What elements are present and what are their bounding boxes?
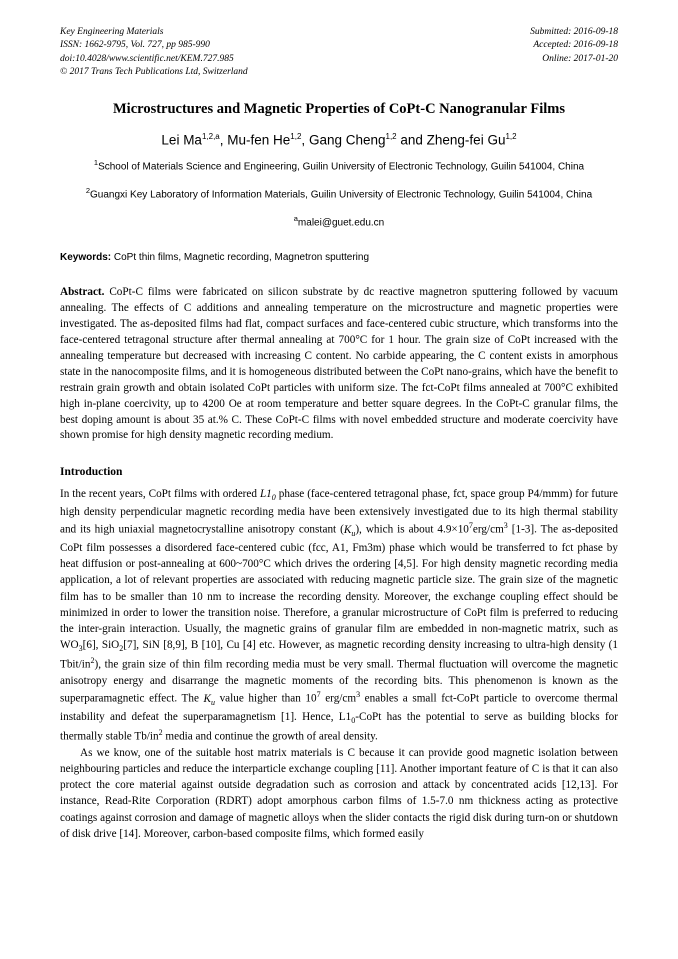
abstract-paragraph	[60, 285, 618, 444]
intro-paragraph-1	[60, 486, 618, 744]
text-run: 3	[78, 644, 83, 654]
affiliation-marker: 1	[93, 158, 99, 168]
header-journal-info	[60, 26, 248, 80]
section-heading-introduction: Introduction	[60, 466, 123, 479]
text-run: 3	[356, 690, 361, 700]
journal-doi: doi:10.4028/www.scientific.net/KEM.727.985	[60, 53, 234, 64]
text-run: enables a small fct-CoPt particle to overcome thermal instability and defeat the superparamagnetism [1]. Hence, L1	[60, 693, 618, 723]
text-run: In the recent years, CoPt films with ordered	[60, 488, 260, 501]
text-run: 3	[503, 521, 508, 531]
text-run: ), the grain size of thin film recording media must be very small. Thermal fluctuation will overcome the magnetic anisotropy energy and disarrange the magnetic moments of the recording bits. This phenomenon is known as the superparamagnetic effect. The	[60, 658, 618, 706]
text-run: media and continue the growth of areal density.	[162, 730, 378, 743]
abstract-text: CoPt-C films were fabricated on silicon substrate by dc reactive magnetron sputtering followed by vacuum annealing. The effects of C additions and annealing temperature on the microstructure and magnetic properties were investigated. The as-deposited films had flat, compact surfaces and face-centered cubic structure, which transforms into the face-centered tetragonal structure after thermal annealing at 700°C for 1 hour. The grain size of CoPt increased with the annealing temperature but decreased with increasing C content. No carbide appearing, the C content exists in amorphous state in the nanocomposite films, and it is homogeneous distributed between the CoPt nano-grains, which have the benefit to restrain grain growth and obtain isolated CoPt particles with uniform size. The fct-CoPt films annealed at 700°C exhibited high in-plane coercivity, up to 4200 Oe at room temperature and better square degrees. In the CoPt-C granular films, the best doping amount is about 35 at.% C. These CoPt-C films with novel embedded structure and moderate coercivity have shown promise for high density magnetic recording medium.	[60, 286, 618, 442]
author-separator: ,	[301, 132, 309, 148]
text-run: ), which is about 4.9×10	[355, 524, 469, 537]
author-name: Lei Ma	[161, 132, 202, 148]
header-dates	[530, 26, 618, 66]
text-run: K	[343, 524, 352, 537]
journal-copyright: © 2017 Trans Tech Publications Ltd, Switzerland	[60, 67, 248, 78]
date-accepted: Accepted: 2016-09-18	[533, 40, 618, 51]
keywords-line	[60, 252, 618, 263]
text-run: 2	[119, 644, 124, 654]
affiliation-2	[60, 186, 618, 203]
text-run: 0	[271, 493, 276, 503]
text-run: 2	[158, 727, 163, 737]
text-run: [7], SiN [8,9], B [10], Cu [4] etc. However, as magnetic recording density increasing to ultra-high density (1 Tbit/in	[60, 639, 618, 671]
page-header	[60, 26, 618, 80]
author-affil-marker: 1,2,a	[201, 131, 220, 141]
affiliation-text: School of Materials Science and Engineering, Guilin University of Electronic Technology, Guilin 541004, China	[98, 161, 585, 173]
author-separator: ,	[219, 132, 228, 148]
text-run: [6], SiO	[82, 639, 120, 652]
text-run: phase (face-centered tetragonal phase, fct, space group P4/mmm) for future high density perpendicular magnetic recording media have been extensively investigated due to its high thermal stability and its high uniaxial magnetocrystalline anisotropy constant (	[60, 488, 619, 537]
italic-l10	[259, 488, 276, 503]
text-run: K	[203, 693, 211, 706]
text-run: L1	[259, 488, 272, 501]
date-online: Online: 2017-01-20	[542, 53, 618, 64]
journal-issn: ISSN: 1662-9795, Vol. 727, pp 985-990	[60, 40, 210, 51]
author-affil-marker: 1,2	[385, 131, 397, 141]
affiliation-text: Guangxi Key Laboratory of Information Materials, Guilin University of Electronic Technology, Guilin 541004, China	[90, 189, 593, 201]
author-name: Gang Cheng	[308, 132, 386, 148]
affiliation-1	[60, 158, 618, 175]
text-run: 2	[90, 656, 95, 666]
text-run: value higher than 10	[214, 693, 317, 706]
email-text: malei@guet.edu.cn	[297, 217, 385, 229]
affiliation-marker: 2	[85, 186, 91, 196]
text-run: 0	[351, 716, 356, 726]
text-run: u	[210, 698, 215, 708]
abstract-label: Abstract.	[60, 286, 105, 299]
text-run: 7	[468, 521, 473, 531]
intro-paragraph-2: As we know, one of the suitable host matrix materials is C because it can provide good magnetic isolation between neighbouring particles and reduce the interparticle exchange coupling [11]. Another important feature of C is that it can also protect the core material against outside degradation such as corrosion and attack by concentrated acids [12,13]. For instance, Read-Rite Corporation (RDRT) adopt amorphous carbon films of 1.5-7.0 nm thickness acting as protective coatings against corrosion and damage of magnetic alloys when the slider contacts the rigid disk during turn-on or shutdown of disk drive [14]. Moreover, carbon-based composite films, which formed easily	[60, 746, 618, 840]
text-run: 7	[316, 690, 321, 700]
date-submitted: Submitted: 2016-09-18	[530, 27, 618, 37]
author-affil-marker: 1,2	[505, 131, 517, 141]
text-run: u	[351, 529, 356, 539]
author-name: Zheng-fei Gu	[426, 132, 506, 148]
text-run: [1-3]. The as-deposited CoPt film possesses a disordered face-centered cubic (fcc, A1, Fm3m) phase which would be transferred to fct phase by heat diffusion or post-annealing at 600~700°C which drives the ordering [4,5]. For high density magnetic recording media application, a lot of relevant properties are associated with reducing magnetic particle size. The grain size of the magnetic film has to be smaller than 10 nm to increase the recording density. Moreover, the exchange coupling effect should be minimized in order to lower the transition noise. Therefore, a granular microstructure of CoPt film is preferred to reducing the inter-grain interaction. Usually, the magnetic grains of granular film are embedded in non-magnetic matrix, such as WO	[60, 524, 618, 652]
author-name: Mu-fen He	[227, 132, 291, 148]
text-run: erg/cm	[320, 693, 357, 706]
author-list	[60, 132, 618, 148]
text-run: erg/cm	[472, 524, 504, 537]
italic-ku	[343, 524, 356, 539]
keywords-label: Keywords:	[60, 252, 112, 264]
corresponding-email	[60, 214, 618, 228]
author-affil-marker: 1,2	[290, 131, 302, 141]
keywords-text: CoPt thin films, Magnetic recording, Magnetron sputtering	[111, 252, 370, 264]
journal-name: Key Engineering Materials	[60, 27, 164, 37]
author-separator: and	[396, 132, 427, 148]
text-run: -CoPt has the potential to serve as building blocks for thermally stable Tb/in	[60, 710, 619, 743]
email-marker: a	[293, 213, 298, 223]
page-title: Microstructures and Magnetic Properties of CoPt-C Nanogranular Films	[113, 100, 565, 117]
italic-ku-2	[203, 693, 215, 708]
